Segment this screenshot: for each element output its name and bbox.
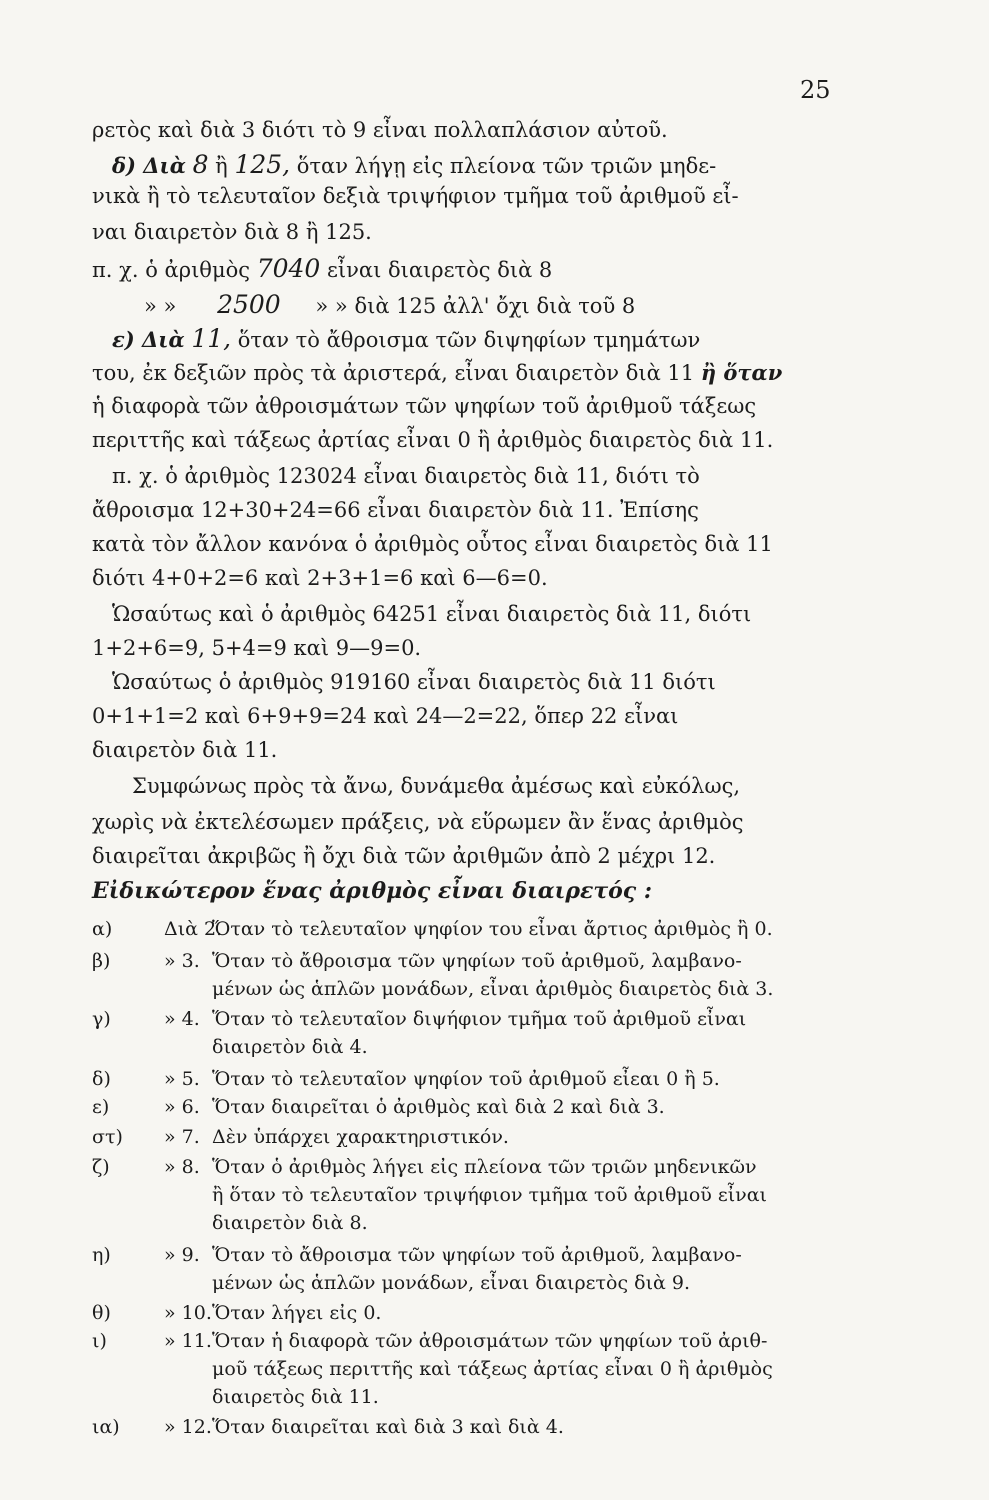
- rule-label: ι): [92, 1330, 107, 1352]
- rule-text: Ὅταν τὸ ἄθροισμα τῶν ψηφίων τοῦ ἀριθμοῦ, λαμβανο-: [212, 1244, 742, 1266]
- rule-ref: » 5.: [164, 1068, 200, 1090]
- example-number: 2500: [217, 290, 281, 319]
- text-line: νικὰ ἢ τὸ τελευταῖον δεξιὰ τριψήφιον τμῆμα τοῦ ἀριθμοῦ εἶ-: [92, 184, 739, 208]
- rule-text: Δὲν ὑπάρχει χαρακτηριστικόν.: [212, 1126, 509, 1148]
- rule-ref: » 9.: [164, 1244, 200, 1266]
- text-line: [92, 362, 782, 384]
- rule-continuation: μένων ὡς ἁπλῶν μονάδων, εἶναι ἀριθμὸς διαιρετὸς διὰ 3.: [212, 978, 774, 1000]
- text-line: Συμφώνως πρὸς τὰ ἄνω, δυνάμεθα ἀμέσως καὶ εὐκόλως,: [132, 774, 741, 798]
- section-number: 125,: [234, 150, 291, 179]
- example-number: 7040: [256, 254, 321, 283]
- rule-continuation: μοῦ τάξεως περιττῆς καὶ τάξεως ἀρτίας εἶναι 0 ἢ ἀριθμὸς: [212, 1358, 773, 1380]
- rule-label: στ): [92, 1126, 123, 1148]
- text-line: κατὰ τὸν ἄλλον κανόνα ὁ ἀριθμὸς οὗτος εἶναι διαιρετὸς διὰ 11: [92, 532, 773, 556]
- rule-ref: » 6.: [164, 1096, 200, 1118]
- section-heading: Εἰδικώτερον ἕνας ἀριθμὸς εἶναι διαιρετός :: [92, 878, 652, 904]
- text-line: 0+1+1=2 καὶ 6+9+9=24 καὶ 24—2=22, ὅπερ 22 εἶναι: [92, 704, 679, 728]
- text-line: ρετὸς καὶ διὰ 3 διότι τὸ 9 εἶναι πολλαπλάσιον αὐτοῦ.: [92, 118, 668, 142]
- rule-label: α): [92, 918, 113, 940]
- rule-text: Ὅταν τὸ τελευταῖον ψηφίον του εἶναι ἄρτιος ἀριθμὸς ἢ 0.: [212, 918, 773, 940]
- rule-label: ε): [92, 1096, 110, 1118]
- page-number: 25: [800, 76, 831, 104]
- rule-continuation: ἢ ὅταν τὸ τελευταῖον τριψήφιον τμῆμα τοῦ ἀριθμοῦ εἶναι: [212, 1184, 767, 1206]
- text-line: ἄθροισμα 12+30+24=66 εἶναι διαιρετὸν διὰ 11. Ἐπίσης: [92, 498, 699, 522]
- text-line: [112, 152, 716, 177]
- text-fragment: του, ἐκ δεξιῶν πρὸς τὰ ἀριστερά, εἶναι διαιρετὸν διὰ 11: [92, 361, 695, 385]
- or-word: ἢ: [215, 154, 228, 178]
- section-number: 8: [192, 150, 209, 179]
- text-line: διαιρετὸν διὰ 11.: [92, 738, 278, 762]
- ditto-marks: » »: [315, 294, 348, 318]
- text-line: διαιρεῖται ἀκριβῶς ἢ ὄχι διὰ τῶν ἀριθμῶν ἀπὸ 2 μέχρι 12.: [92, 844, 716, 868]
- section-label-e: ε) Διὰ: [112, 327, 185, 352]
- rule-label: β): [92, 950, 111, 972]
- text-line: διότι 4+0+2=6 καὶ 2+3+1=6 καὶ 6—6=0.: [92, 566, 548, 590]
- rule-label: η): [92, 1244, 111, 1266]
- text-line: 1+2+6=9, 5+4=9 καὶ 9—9=0.: [92, 636, 422, 660]
- rule-ref: » 3.: [164, 950, 200, 972]
- rule-label: θ): [92, 1302, 111, 1324]
- text-fragment: ἢ ὅταν: [700, 360, 783, 385]
- rule-ref: Διὰ 2.: [164, 918, 223, 940]
- text-line: π. χ. ὁ ἀριθμὸς 123024 εἶναι διαιρετὸς διὰ 11, διότι τὸ: [112, 464, 700, 488]
- rule-ref: » 10.: [164, 1302, 212, 1324]
- rule-ref: » 7.: [164, 1126, 200, 1148]
- text-fragment: ὅταν λήγῃ εἰς πλείονα τῶν τριῶν μηδε-: [296, 154, 717, 178]
- text-fragment: διὰ 125 ἀλλ' ὄχι διὰ τοῦ 8: [354, 294, 636, 318]
- rule-ref: » 11.: [164, 1330, 212, 1352]
- rule-continuation: διαιρετὸν διὰ 4.: [212, 1036, 368, 1058]
- text-fragment: εἶναι διαιρετὸς διὰ 8: [327, 258, 553, 282]
- rule-text: Ὅταν διαιρεῖται ὁ ἀριθμὸς καὶ διὰ 2 καὶ διὰ 3.: [212, 1096, 665, 1118]
- rule-label: ια): [92, 1416, 120, 1438]
- rule-text: Ὅταν διαιρεῖται καὶ διὰ 3 καὶ διὰ 4.: [212, 1416, 564, 1438]
- example-prefix: π. χ. ὁ ἀριθμὸς: [92, 258, 251, 282]
- rule-ref: » 12.: [164, 1416, 212, 1438]
- ditto-marks: » »: [144, 294, 177, 318]
- text-line: περιττῆς καὶ τάξεως ἀρτίας εἶναι 0 ἢ ἀριθμὸς διαιρετὸς διὰ 11.: [92, 428, 774, 452]
- rule-text: Ὅταν ὁ ἀριθμὸς λήγει εἰς πλείονα τῶν τριῶν μηδενικῶν: [212, 1156, 757, 1178]
- text-line: ἡ διαφορὰ τῶν ἀθροισμάτων τῶν ψηφίων τοῦ ἀριθμοῦ τάξεως: [92, 394, 757, 418]
- rule-text: Ὅταν τὸ τελευταῖον διψήφιον τμῆμα τοῦ ἀριθμοῦ εἶναι: [212, 1008, 747, 1030]
- section-label-d: δ) Διὰ: [112, 153, 186, 178]
- rule-label: δ): [92, 1068, 111, 1090]
- text-line: Ὡσαύτως ὁ ἀριθμὸς 919160 εἶναι διαιρετὸς διὰ 11 διότι: [112, 670, 716, 694]
- rule-continuation: μένων ὡς ἁπλῶν μονάδων, εἶναι διαιρετὸς διὰ 9.: [212, 1272, 691, 1294]
- text-line: ναι διαιρετὸν διὰ 8 ἢ 125.: [92, 220, 372, 244]
- rule-continuation: διαιρετὸς διὰ 11.: [212, 1386, 379, 1408]
- text-line: [92, 256, 552, 281]
- rule-ref: » 8.: [164, 1156, 200, 1178]
- rule-continuation: διαιρετὸν διὰ 8.: [212, 1212, 368, 1234]
- text-fragment: ὅταν τὸ ἄθροισμα τῶν διψηφίων τμημάτων: [237, 328, 701, 352]
- rule-label: ζ): [92, 1156, 110, 1178]
- rule-text: Ὅταν λήγει εἰς 0.: [212, 1302, 382, 1324]
- text-line: [112, 326, 700, 351]
- rule-text: Ὅταν τὸ τελευταῖον ψηφίον τοῦ ἀριθμοῦ εἶεαι 0 ἢ 5.: [212, 1068, 720, 1090]
- rule-text: Ὅταν ἡ διαφορὰ τῶν ἀθροισμάτων τῶν ψηφίων τοῦ ἀριθ-: [212, 1330, 768, 1352]
- text-line: [144, 292, 635, 317]
- text-line: χωρὶς νὰ ἐκτελέσωμεν πράξεις, νὰ εὕρωμεν ἂν ἕνας ἀριθμὸς: [92, 810, 744, 834]
- text-line: Ὡσαύτως καὶ ὁ ἀριθμὸς 64251 εἶναι διαιρετὸς διὰ 11, διότι: [112, 602, 752, 626]
- rule-ref: » 4.: [164, 1008, 200, 1030]
- section-number: 11,: [191, 324, 232, 353]
- rule-label: γ): [92, 1008, 111, 1030]
- rule-text: Ὅταν τὸ ἄθροισμα τῶν ψηφίων τοῦ ἀριθμοῦ, λαμβανο-: [212, 950, 742, 972]
